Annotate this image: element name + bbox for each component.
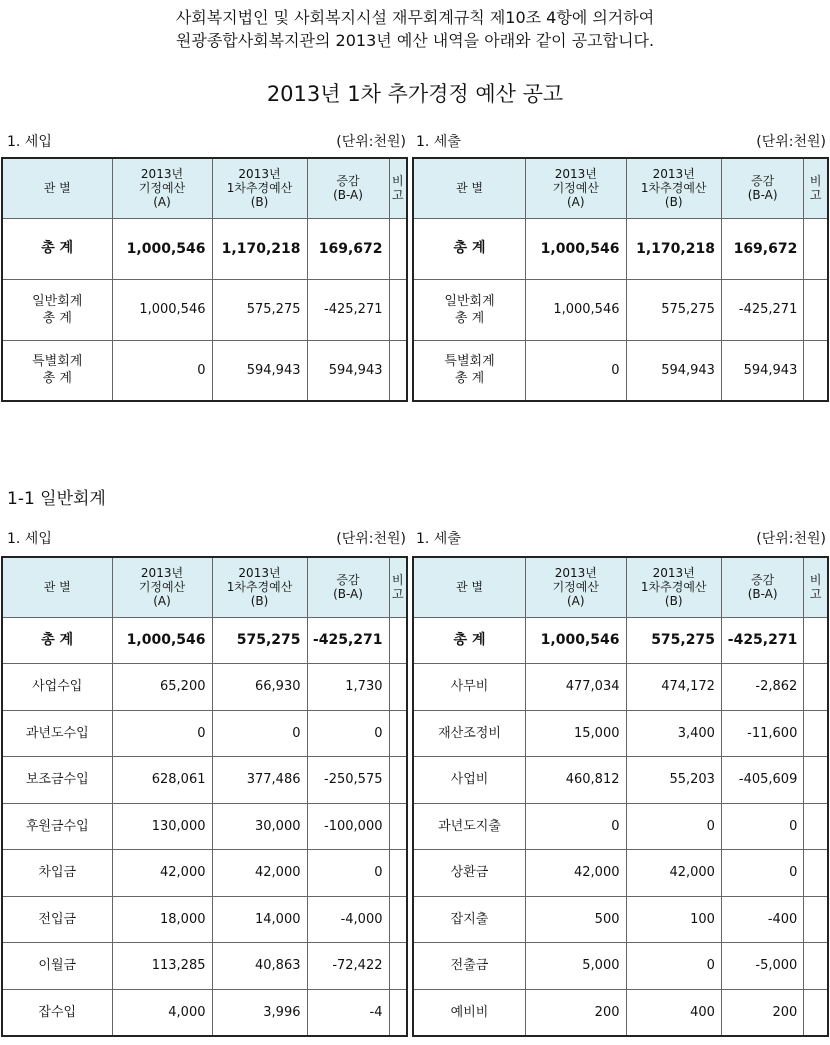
general-expense-label: 1. 세출 xyxy=(416,531,461,547)
header-note-line: 비 xyxy=(391,573,404,588)
difference-cell: -250,575 xyxy=(307,757,389,804)
general-account-subtitle: 1-1 일반회계 xyxy=(7,489,106,509)
header-original-budget xyxy=(526,557,626,617)
row-label-line: 후원금수입 xyxy=(25,818,89,834)
summary-income-unit: (단위:천원) xyxy=(336,134,406,150)
original-budget-cell: 500 xyxy=(526,896,626,943)
row-label-line: 과년도지출 xyxy=(438,818,501,834)
row-label xyxy=(413,340,526,401)
general-expense-table xyxy=(412,556,829,1037)
header-revised-budget xyxy=(212,557,307,617)
table-header-row xyxy=(413,557,828,617)
difference-cell: 169,672 xyxy=(721,218,803,279)
original-budget-cell: 1,000,546 xyxy=(526,279,626,340)
general-expense-unit: (단위:천원) xyxy=(756,531,826,547)
header-note-line: 비 xyxy=(809,174,822,189)
table-row xyxy=(413,710,828,757)
header-original-budget-line: 2013년 xyxy=(140,167,184,182)
difference-cell: 169,672 xyxy=(307,218,389,279)
original-budget-cell: 1,000,546 xyxy=(112,218,212,279)
row-label xyxy=(413,757,526,804)
revised-budget-cell: 1,170,218 xyxy=(212,218,307,279)
summary-expense-unit: (단위:천원) xyxy=(756,134,826,150)
header-note-line: 고 xyxy=(391,587,404,602)
row-label-line: 일반회계 xyxy=(444,293,495,309)
note-cell xyxy=(389,340,407,401)
original-budget-cell: 65,200 xyxy=(112,664,212,711)
page-title: 2013년 1차 추가경정 예산 공고 xyxy=(266,82,564,106)
row-label-line: 총 계 xyxy=(41,240,74,256)
revised-budget-cell: 575,275 xyxy=(626,617,721,664)
table-header-row xyxy=(2,158,407,218)
header-revised-budget-line: 1차추경예산 xyxy=(226,181,293,196)
difference-cell: -4,000 xyxy=(307,896,389,943)
header-original-budget-line: 기정예산 xyxy=(138,181,186,196)
difference-cell: -5,000 xyxy=(721,943,803,990)
header-difference-line: 증감 xyxy=(336,174,360,189)
general-income-table xyxy=(1,556,408,1037)
row-label xyxy=(2,757,112,804)
revised-budget-cell: 594,943 xyxy=(626,340,721,401)
header-category: 관 별 xyxy=(413,557,526,617)
revised-budget-cell: 474,172 xyxy=(626,664,721,711)
header-difference-line: 증감 xyxy=(751,174,775,189)
header-category: 관 별 xyxy=(2,158,112,218)
header-revised-budget-line: 1차추경예산 xyxy=(226,580,293,595)
revised-budget-cell: 30,000 xyxy=(212,803,307,850)
row-label xyxy=(413,989,526,1036)
header-original-budget-line: 2013년 xyxy=(554,566,597,581)
table-header-row xyxy=(413,158,828,218)
revised-budget-cell: 55,203 xyxy=(626,757,721,804)
difference-cell: 594,943 xyxy=(721,340,803,401)
row-label xyxy=(2,989,112,1036)
row-label-line: 예비비 xyxy=(450,1004,489,1020)
original-budget-cell: 460,812 xyxy=(526,757,626,804)
table-row xyxy=(2,850,407,897)
row-label xyxy=(2,218,112,279)
revised-budget-cell: 0 xyxy=(212,710,307,757)
difference-cell: 0 xyxy=(307,850,389,897)
row-label-line: 특별회계 xyxy=(444,354,495,370)
table-row-total xyxy=(413,617,828,664)
header-difference-line: 증감 xyxy=(751,573,775,588)
table-row xyxy=(2,340,407,401)
table-row xyxy=(413,943,828,990)
header-original-budget-line: (A) xyxy=(153,195,171,210)
revised-budget-cell: 1,170,218 xyxy=(626,218,721,279)
original-budget-cell: 0 xyxy=(526,803,626,850)
revised-budget-cell: 14,000 xyxy=(212,896,307,943)
header-difference xyxy=(721,158,803,218)
table-row xyxy=(2,803,407,850)
revised-budget-cell: 3,996 xyxy=(212,989,307,1036)
note-cell xyxy=(804,757,828,804)
table-row xyxy=(413,340,828,401)
table-row xyxy=(413,279,828,340)
row-label-line: 상환금 xyxy=(450,865,489,881)
table-row-total xyxy=(2,218,407,279)
header-original-budget-line: 기정예산 xyxy=(138,580,186,595)
revised-budget-cell: 42,000 xyxy=(626,850,721,897)
header-revised-budget-line: (B) xyxy=(250,195,269,210)
row-label-line: 총 계 xyxy=(41,631,74,648)
note-cell xyxy=(389,850,407,897)
revised-budget-cell: 66,930 xyxy=(212,664,307,711)
header-note-line: 비 xyxy=(391,174,404,189)
original-budget-cell: 0 xyxy=(112,340,212,401)
original-budget-cell: 1,000,546 xyxy=(112,279,212,340)
original-budget-cell: 42,000 xyxy=(526,850,626,897)
table-row xyxy=(2,757,407,804)
header-revised-budget-line: (B) xyxy=(664,195,683,210)
header-difference-line: (B-A) xyxy=(333,587,363,602)
row-label xyxy=(413,710,526,757)
note-cell xyxy=(804,989,828,1036)
row-label-line: 총 계 xyxy=(42,371,72,387)
note-cell xyxy=(804,803,828,850)
note-cell xyxy=(804,943,828,990)
header-revised-budget-line: 2013년 xyxy=(652,167,695,182)
header-revised-budget-line: 2013년 xyxy=(238,167,281,182)
original-budget-cell: 113,285 xyxy=(112,943,212,990)
row-label xyxy=(2,896,112,943)
revised-budget-cell: 42,000 xyxy=(212,850,307,897)
header-note-line: 고 xyxy=(809,587,822,602)
row-label xyxy=(2,710,112,757)
header-difference-line: (B-A) xyxy=(333,188,363,203)
header-revised-budget-line: 2013년 xyxy=(652,566,695,581)
original-budget-cell: 15,000 xyxy=(526,710,626,757)
summary-expense-label: 1. 세출 xyxy=(416,134,461,150)
row-label xyxy=(413,896,526,943)
note-cell xyxy=(804,710,828,757)
header-original-budget-line: (A) xyxy=(566,195,585,210)
table-row xyxy=(2,943,407,990)
header-original-budget xyxy=(526,158,626,218)
notice-line-2: 원광종합사회복지관의 2013년 예산 내역을 아래와 같이 공고합니다. xyxy=(175,31,655,50)
note-cell xyxy=(804,340,828,401)
difference-cell: 1,730 xyxy=(307,664,389,711)
difference-cell: -405,609 xyxy=(721,757,803,804)
note-cell xyxy=(389,710,407,757)
row-label-line: 잡수입 xyxy=(38,1004,77,1020)
row-label xyxy=(413,617,526,664)
header-note xyxy=(389,158,407,218)
original-budget-cell: 5,000 xyxy=(526,943,626,990)
row-label xyxy=(2,664,112,711)
row-label xyxy=(2,617,112,664)
original-budget-cell: 1,000,546 xyxy=(526,218,626,279)
row-label-line: 총 계 xyxy=(454,371,485,387)
note-cell xyxy=(389,664,407,711)
header-difference-line: (B-A) xyxy=(747,188,778,203)
difference-cell: -4 xyxy=(307,989,389,1036)
summary-income-label: 1. 세입 xyxy=(7,134,52,150)
note-cell xyxy=(804,617,828,664)
notice-line-1: 사회복지법인 및 사회복지시설 재무회계규칙 제10조 4항에 의거하여 xyxy=(175,8,655,27)
revised-budget-cell: 3,400 xyxy=(626,710,721,757)
difference-cell: -425,271 xyxy=(721,617,803,664)
table-row xyxy=(2,989,407,1036)
row-label xyxy=(2,279,112,340)
revised-budget-cell: 575,275 xyxy=(212,617,307,664)
note-cell xyxy=(389,617,407,664)
header-original-budget xyxy=(112,158,212,218)
row-label xyxy=(2,943,112,990)
note-cell xyxy=(804,896,828,943)
summary-income-table xyxy=(1,157,408,402)
notice-text xyxy=(0,6,830,52)
row-label-line: 총 계 xyxy=(454,310,485,326)
header-category: 관 별 xyxy=(413,158,526,218)
header-original-budget-line: 2013년 xyxy=(554,167,597,182)
original-budget-cell: 130,000 xyxy=(112,803,212,850)
header-difference-line: 증감 xyxy=(336,573,360,588)
note-cell xyxy=(389,943,407,990)
note-cell xyxy=(389,803,407,850)
row-label xyxy=(413,850,526,897)
revised-budget-cell: 377,486 xyxy=(212,757,307,804)
row-label-line: 보조금수입 xyxy=(25,772,89,788)
original-budget-cell: 0 xyxy=(526,340,626,401)
header-difference xyxy=(307,158,389,218)
table-row xyxy=(2,279,407,340)
original-budget-cell: 0 xyxy=(112,710,212,757)
difference-cell: 200 xyxy=(721,989,803,1036)
note-cell xyxy=(804,218,828,279)
original-budget-cell: 42,000 xyxy=(112,850,212,897)
summary-expense-table xyxy=(412,157,829,402)
table-row xyxy=(413,989,828,1036)
row-label xyxy=(413,664,526,711)
header-note-line: 고 xyxy=(809,188,822,203)
difference-cell: -72,422 xyxy=(307,943,389,990)
table-row xyxy=(413,803,828,850)
note-cell xyxy=(804,664,828,711)
original-budget-cell: 1,000,546 xyxy=(526,617,626,664)
revised-budget-cell: 0 xyxy=(626,943,721,990)
original-budget-cell: 628,061 xyxy=(112,757,212,804)
general-income-label: 1. 세입 xyxy=(7,531,52,547)
difference-cell: -425,271 xyxy=(307,279,389,340)
original-budget-cell: 1,000,546 xyxy=(112,617,212,664)
header-original-budget-line: 기정예산 xyxy=(552,580,599,595)
row-label-line: 사업수입 xyxy=(32,679,83,695)
row-label-line: 사무비 xyxy=(450,679,489,695)
table-row xyxy=(413,850,828,897)
table-header-row xyxy=(2,557,407,617)
header-original-budget-line: 2013년 xyxy=(140,566,184,581)
revised-budget-cell: 575,275 xyxy=(626,279,721,340)
header-original-budget-line: (A) xyxy=(566,594,585,609)
header-category: 관 별 xyxy=(2,557,112,617)
header-original-budget-line: 기정예산 xyxy=(552,181,599,196)
note-cell xyxy=(804,850,828,897)
difference-cell: -100,000 xyxy=(307,803,389,850)
header-note-line: 고 xyxy=(391,188,404,203)
row-label xyxy=(413,803,526,850)
row-label xyxy=(413,279,526,340)
row-label-line: 과년도수입 xyxy=(25,725,89,741)
header-revised-budget-line: (B) xyxy=(250,594,269,609)
header-original-budget xyxy=(112,557,212,617)
note-cell xyxy=(389,989,407,1036)
difference-cell: -11,600 xyxy=(721,710,803,757)
header-revised-budget-line: 1차추경예산 xyxy=(640,580,707,595)
header-note xyxy=(389,557,407,617)
table-row xyxy=(2,664,407,711)
difference-cell: 594,943 xyxy=(307,340,389,401)
header-revised-budget xyxy=(212,158,307,218)
revised-budget-cell: 594,943 xyxy=(212,340,307,401)
note-cell xyxy=(389,757,407,804)
header-note xyxy=(804,158,828,218)
general-income-unit: (단위:천원) xyxy=(336,531,406,547)
revised-budget-cell: 400 xyxy=(626,989,721,1036)
header-revised-budget xyxy=(626,557,721,617)
header-revised-budget-line: (B) xyxy=(664,594,683,609)
table-row xyxy=(2,710,407,757)
row-label-line: 총 계 xyxy=(42,310,72,326)
table-row-total xyxy=(2,617,407,664)
header-difference xyxy=(307,557,389,617)
row-label-line: 일반회계 xyxy=(32,293,83,309)
table-row-total xyxy=(413,218,828,279)
table-row xyxy=(413,896,828,943)
row-label xyxy=(413,218,526,279)
row-label-line: 잡지출 xyxy=(450,911,489,927)
row-label xyxy=(2,803,112,850)
row-label-line: 전출금 xyxy=(450,958,489,974)
table-row xyxy=(2,896,407,943)
revised-budget-cell: 0 xyxy=(626,803,721,850)
table-row xyxy=(413,757,828,804)
row-label-line: 전입금 xyxy=(38,911,77,927)
note-cell xyxy=(804,279,828,340)
header-difference xyxy=(721,557,803,617)
difference-cell: 0 xyxy=(721,850,803,897)
difference-cell: 0 xyxy=(721,803,803,850)
revised-budget-cell: 40,863 xyxy=(212,943,307,990)
row-label-line: 특별회계 xyxy=(32,354,83,370)
header-note-line: 비 xyxy=(809,573,822,588)
row-label-line: 총 계 xyxy=(453,240,486,256)
row-label xyxy=(2,850,112,897)
header-difference-line: (B-A) xyxy=(747,587,778,602)
row-label xyxy=(2,340,112,401)
header-revised-budget xyxy=(626,158,721,218)
header-revised-budget-line: 1차추경예산 xyxy=(640,181,707,196)
original-budget-cell: 477,034 xyxy=(526,664,626,711)
header-note xyxy=(804,557,828,617)
original-budget-cell: 4,000 xyxy=(112,989,212,1036)
revised-budget-cell: 575,275 xyxy=(212,279,307,340)
difference-cell: -425,271 xyxy=(721,279,803,340)
original-budget-cell: 18,000 xyxy=(112,896,212,943)
header-original-budget-line: (A) xyxy=(153,594,171,609)
row-label-line: 사업비 xyxy=(450,772,489,788)
row-label xyxy=(413,943,526,990)
difference-cell: -400 xyxy=(721,896,803,943)
difference-cell: -425,271 xyxy=(307,617,389,664)
row-label-line: 이월금 xyxy=(38,958,77,974)
table-row xyxy=(413,664,828,711)
difference-cell: 0 xyxy=(307,710,389,757)
header-revised-budget-line: 2013년 xyxy=(238,566,281,581)
difference-cell: -2,862 xyxy=(721,664,803,711)
note-cell xyxy=(389,279,407,340)
note-cell xyxy=(389,218,407,279)
row-label-line: 재산조정비 xyxy=(438,725,501,741)
original-budget-cell: 200 xyxy=(526,989,626,1036)
note-cell xyxy=(389,896,407,943)
row-label-line: 차입금 xyxy=(38,865,77,881)
revised-budget-cell: 100 xyxy=(626,896,721,943)
row-label-line: 총 계 xyxy=(453,631,486,648)
